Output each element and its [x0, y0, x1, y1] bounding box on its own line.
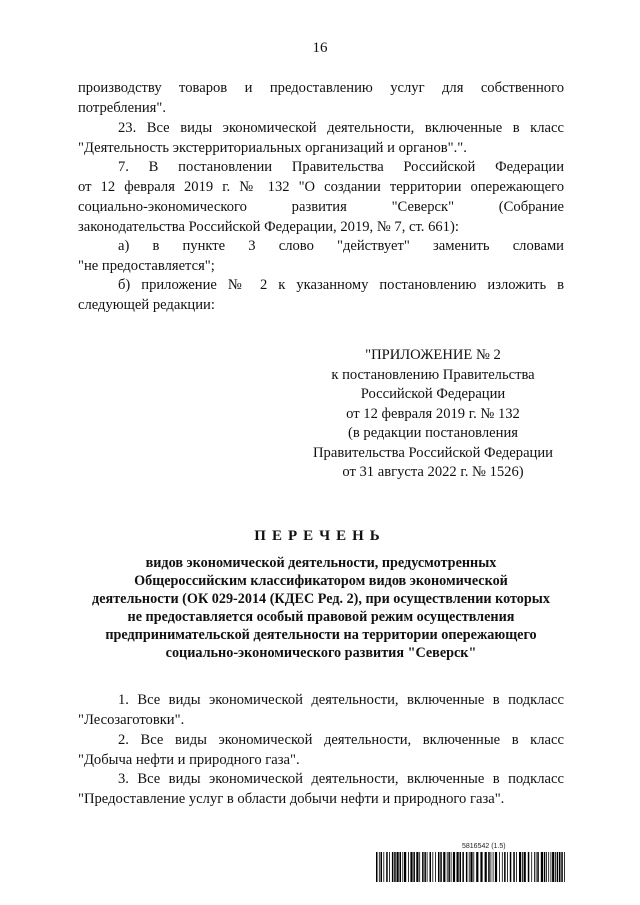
- subtitle-line: деятельности (ОК 029-2014 (КДЕС Ред. 2), при осуществлении которых: [92, 591, 550, 607]
- appendix-line: Правительства Российской Федерации: [313, 444, 553, 461]
- paragraph-continuation: [78, 78, 564, 118]
- appendix-line: к постановлению Правительства: [331, 366, 535, 383]
- text-line: 23. Все виды экономической деятельности, включенные в класс: [118, 120, 564, 136]
- text-line: 1. Все виды экономической деятельности, включенные в подкласс: [118, 692, 564, 708]
- appendix-header: [300, 346, 566, 483]
- subtitle-line: видов экономической деятельности, предусмотренных: [145, 555, 497, 571]
- page-number: 16: [312, 40, 328, 56]
- appendix-line: Российской Федерации: [360, 386, 506, 402]
- text-line: "Лесозаготовки".: [78, 712, 185, 728]
- text-line: производству товаров и предоставлению услуг для собственного: [78, 80, 564, 96]
- text-line: "не предоставляется";: [78, 258, 215, 274]
- list-item-3: [78, 769, 564, 809]
- text-line: а) в пункте 3 слово "действует" заменить словами: [118, 238, 564, 254]
- list-item-2: [78, 730, 564, 770]
- text-line: потребления".: [78, 100, 167, 116]
- appendix-line: от 31 августа 2022 г. № 1526): [342, 464, 524, 480]
- text-line: 3. Все виды экономической деятельности, включенные в подкласс: [118, 771, 564, 787]
- appendix-line: (в редакции постановления: [348, 425, 518, 441]
- paragraph-a: [78, 236, 564, 276]
- subtitle-line: не предоставляется особый правовой режим осуществления: [127, 609, 515, 625]
- paragraph-7: [78, 157, 564, 237]
- text-line: "Предоставление услуг в области добычи нефти и природного газа".: [78, 791, 505, 807]
- document-title: ПЕРЕЧЕНЬ: [254, 528, 386, 544]
- subtitle-line: социально-экономического развития "Северск": [165, 645, 477, 661]
- document-subtitle: [78, 554, 564, 662]
- text-line: 7. В постановлении Правительства Российской Федерации: [118, 159, 564, 175]
- text-line: "Деятельность экстерриториальных организаций и органов".".: [78, 140, 467, 156]
- text-line: законодательства Российской Федерации, 2019, № 7, ст. 661):: [78, 219, 459, 235]
- text-line: "Добыча нефти и природного газа".: [78, 752, 300, 768]
- text-line: от 12 февраля 2019 г. № 132 "О создании территории опережающего: [78, 179, 564, 195]
- subtitle-line: предпринимательской деятельности на территории опережающего: [105, 627, 537, 643]
- barcode-number: 5816542 (1.5): [462, 843, 506, 850]
- text-line: 2. Все виды экономической деятельности, включенные в класс: [118, 732, 564, 748]
- paragraph-23: [78, 118, 564, 158]
- text-line: следующей редакции:: [78, 297, 215, 313]
- appendix-line: от 12 февраля 2019 г. № 132: [346, 405, 520, 422]
- list-item-1: [78, 690, 564, 730]
- text-line: социально-экономического развития "Северск" (Собрание: [78, 199, 564, 215]
- paragraph-b: [78, 275, 564, 315]
- appendix-line: "ПРИЛОЖЕНИЕ № 2: [365, 347, 501, 363]
- barcode-icon: [376, 852, 566, 882]
- subtitle-line: Общероссийским классификатором видов экономической: [134, 573, 508, 589]
- text-line: б) приложение № 2 к указанному постановлению изложить в: [118, 277, 564, 293]
